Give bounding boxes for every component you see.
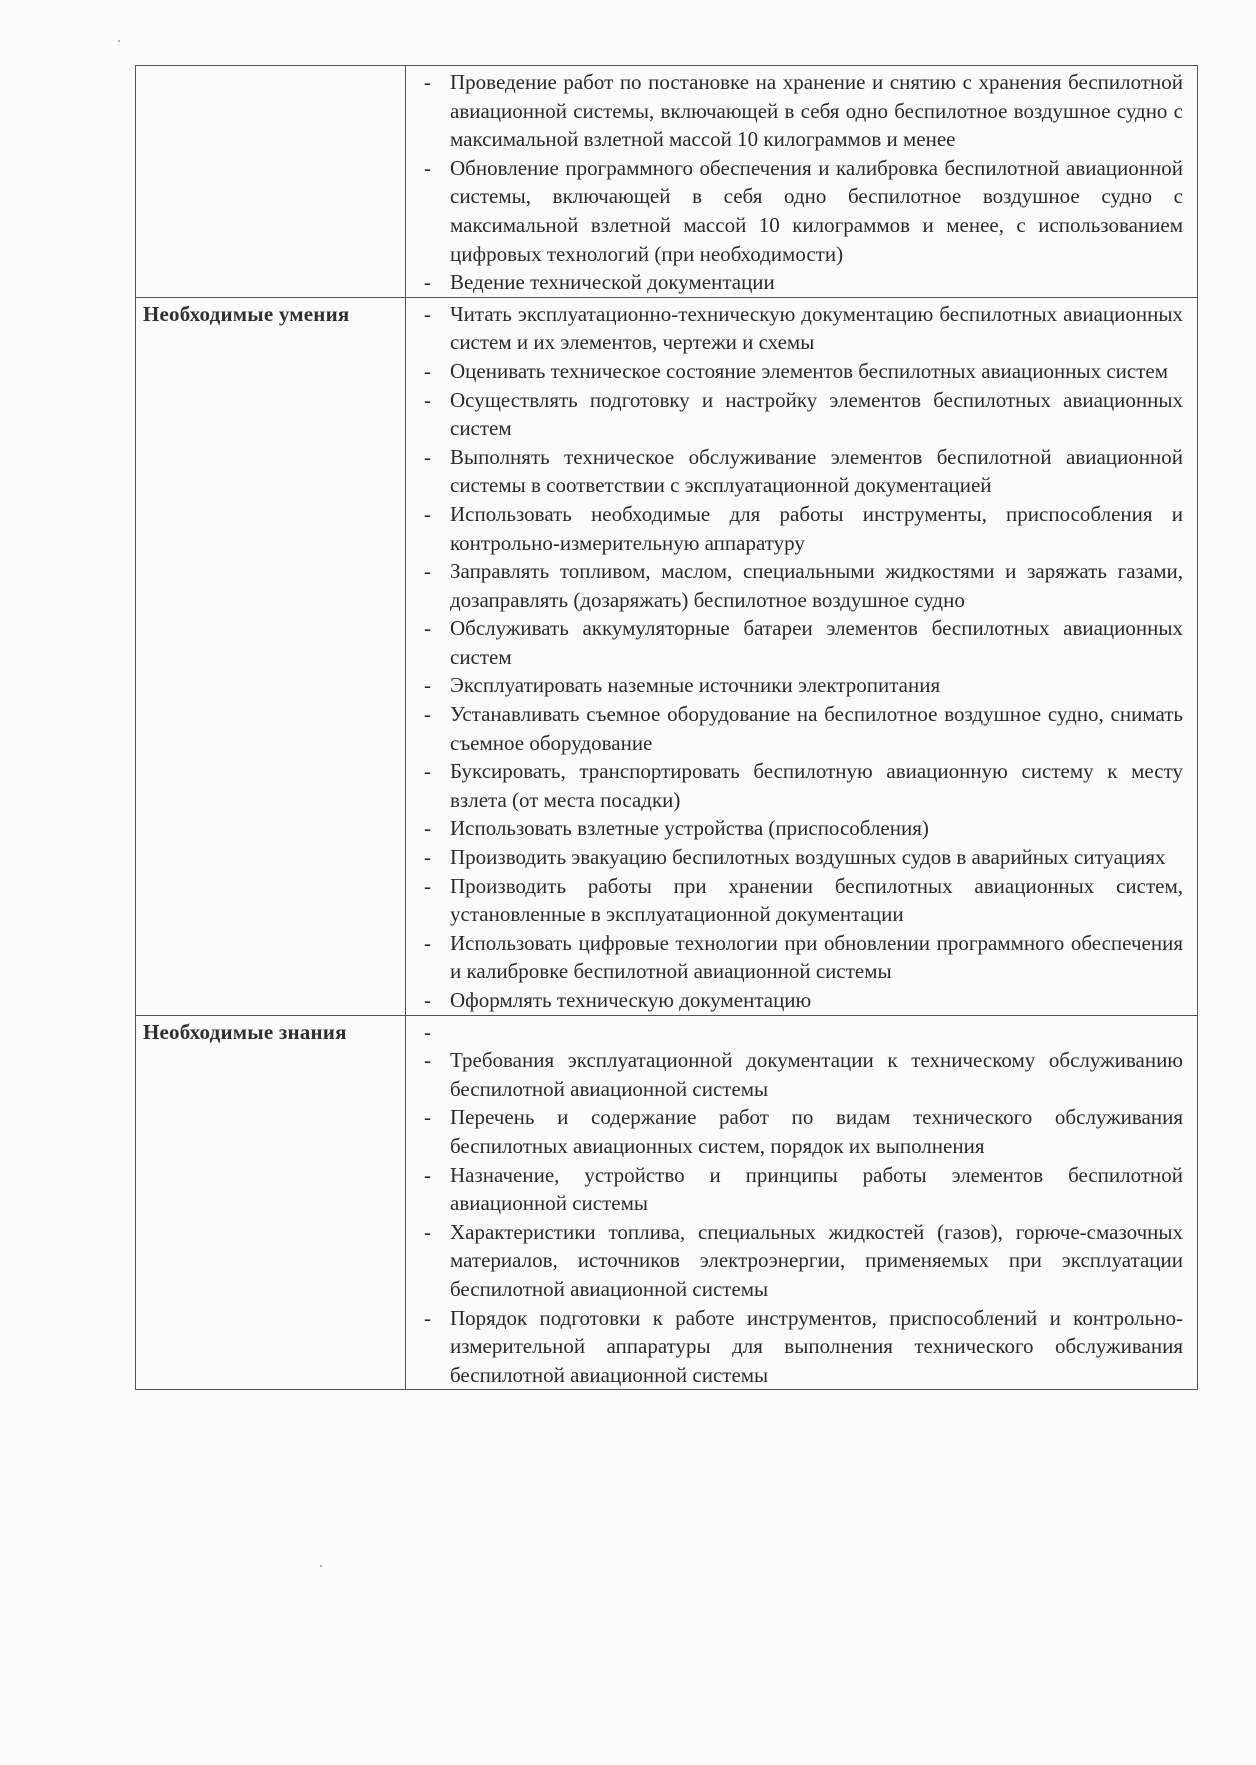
row-content-cell: [406, 297, 1198, 1015]
list-item: - Использовать взлетные устройства (приспособления): [416, 814, 1183, 843]
list-item: - Производить работы при хранении беспилотных авиационных систем, установленные в эксплуатационной документации: [416, 872, 1183, 929]
list-item: - Обслуживать аккумуляторные батареи элементов беспилотных авиационных систем: [416, 614, 1183, 671]
list-item: [416, 1018, 1183, 1047]
list-item: - Оформлять техническую документацию: [416, 986, 1183, 1015]
table-row: [136, 66, 1198, 298]
row-label: Необходимые умения: [143, 301, 350, 326]
table-body: [136, 66, 1198, 1390]
list-item: - Проведение работ по постановке на хранение и снятию с хранения беспилотной авиационной системы, включающей в себя одно беспилотное воздушное судно с максимальной взлетной массой 10 килограммов и менее: [416, 68, 1183, 154]
list-item: - Производить эвакуацию беспилотных воздушных судов в аварийных ситуациях: [416, 843, 1183, 872]
scan-speck: [118, 40, 120, 42]
row-content-cell: [406, 66, 1198, 298]
list-item: - Заправлять топливом, маслом, специальными жидкостями и заряжать газами, дозаправлять (дозаряжать) беспилотное воздушное судно: [416, 557, 1183, 614]
list-item: - Ведение технической документации: [416, 268, 1183, 297]
row-label: Необходимые знания: [143, 1019, 347, 1044]
list-item: - Выполнять техническое обслуживание элементов беспилотной авиационной системы в соответствии с эксплуатационной документацией: [416, 443, 1183, 500]
list-item: - Характеристики топлива, специальных жидкостей (газов), горюче-смазочных материалов, источников электроэнергии, применяемых при эксплуатации беспилотной авиационной системы: [416, 1218, 1183, 1304]
list-item: - Использовать цифровые технологии при обновлении программного обеспечения и калибровке беспилотной авиационной системы: [416, 929, 1183, 986]
list-item: - Перечень и содержание работ по видам технического обслуживания беспилотных авиационных систем, порядок их выполнения: [416, 1103, 1183, 1160]
bullet-list: [416, 68, 1183, 297]
list-item: - Использовать необходимые для работы инструменты, приспособления и контрольно-измерительную аппаратуру: [416, 500, 1183, 557]
row-label-cell: [136, 66, 406, 298]
list-item: - Устанавливать съемное оборудование на беспилотное воздушное судно, снимать съемное оборудование: [416, 700, 1183, 757]
list-item: - Оценивать техническое состояние элементов беспилотных авиационных систем: [416, 357, 1183, 386]
list-item: - Осуществлять подготовку и настройку элементов беспилотных авиационных систем: [416, 386, 1183, 443]
row-label-cell: [136, 297, 406, 1015]
list-item: - Обновление программного обеспечения и калибровка беспилотной авиационной системы, включающей в себя одно беспилотное воздушное судно с максимальной взлетной массой 10 килограммов и менее, с использованием цифровых технологий (при необходимости): [416, 154, 1183, 268]
bullet-list: [416, 1018, 1183, 1390]
list-item: - Требования эксплуатационной документации к техническому обслуживанию беспилотной авиационной системы: [416, 1046, 1183, 1103]
scan-speck: [320, 1565, 322, 1567]
list-item: - Порядок подготовки к работе инструментов, приспособлений и контрольно-измерительной аппаратуры для выполнения технического обслуживания беспилотной авиационной системы: [416, 1304, 1183, 1390]
row-content-cell: [406, 1015, 1198, 1390]
list-item: - Эксплуатировать наземные источники электропитания: [416, 671, 1183, 700]
row-label-cell: [136, 1015, 406, 1390]
table-row: [136, 297, 1198, 1015]
table-row: [136, 1015, 1198, 1390]
list-item: - Буксировать, транспортировать беспилотную авиационную систему к месту взлета (от места посадки): [416, 757, 1183, 814]
list-item: - Читать эксплуатационно-техническую документацию беспилотных авиационных систем и их элементов, чертежи и схемы: [416, 300, 1183, 357]
list-item: - Назначение, устройство и принципы работы элементов беспилотной авиационной системы: [416, 1161, 1183, 1218]
competency-table: [135, 65, 1198, 1390]
bullet-list: [416, 300, 1183, 1015]
